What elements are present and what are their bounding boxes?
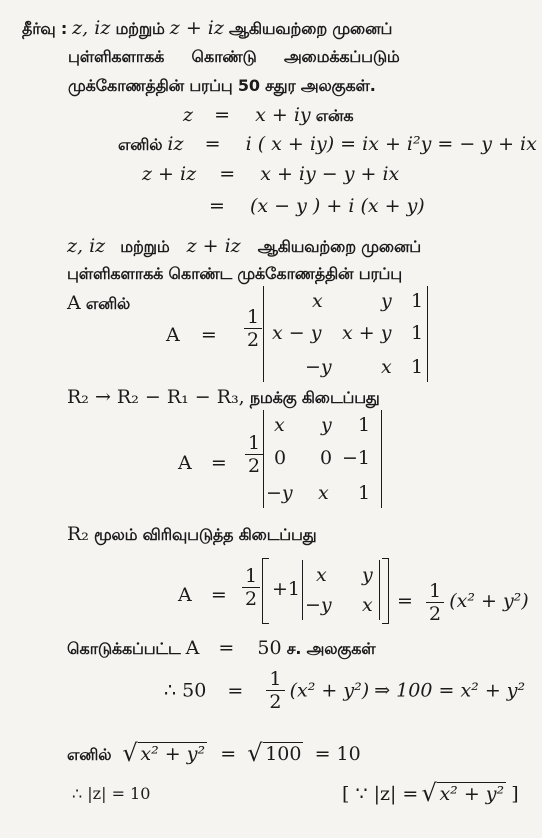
det-3-num: 1 bbox=[242, 565, 260, 588]
intro-vars: z, iz bbox=[72, 17, 111, 39]
step-3-rhs: x + iy − y + ix bbox=[260, 163, 400, 185]
intro-expr: z + iz bbox=[169, 17, 224, 39]
step-7-rad: x² + y² bbox=[439, 783, 505, 805]
det-3-result bbox=[397, 580, 529, 625]
para-2-area-var: A bbox=[67, 292, 81, 314]
intro-line-3: முக்கோணத்தின் பரப்பு 50 சதுர அலகுகள். bbox=[68, 76, 376, 95]
step-1-rhs: x + iy bbox=[255, 104, 311, 126]
det-3-a: A bbox=[178, 584, 192, 606]
step-7-sqrt bbox=[423, 782, 506, 805]
det-2-den: 2 bbox=[248, 455, 261, 477]
expand-tail: மூலம் விரிவுபடுத்த கிடைப்பது bbox=[94, 525, 317, 544]
step-3-lhs: z + iz bbox=[142, 163, 197, 185]
step-6 bbox=[67, 742, 361, 766]
para-2-line-2: புள்ளிகளாகக் கொண்ட முக்கோணத்தின் பரப்பு bbox=[67, 264, 402, 283]
para-2-line-1 bbox=[67, 235, 421, 258]
det-3-result-expr: (x² + y²) bbox=[449, 590, 529, 612]
det-2-num: 1 bbox=[245, 432, 263, 455]
step-2-lhs: iz bbox=[167, 133, 184, 155]
det-3-lhs bbox=[178, 584, 227, 606]
det-2-r3c1: −y bbox=[266, 482, 293, 504]
expand-row: R₂ bbox=[67, 523, 89, 545]
step-1-lhs: z bbox=[183, 104, 194, 126]
det-2-r1c3: 1 bbox=[358, 414, 371, 436]
step-1 bbox=[183, 104, 353, 127]
intro-tail: ஆகியவற்றை முனைப் bbox=[228, 19, 393, 38]
step-6-eq: = bbox=[220, 743, 237, 765]
det-2-lhs bbox=[178, 452, 227, 474]
det-1-lhs bbox=[166, 324, 217, 346]
det-2-r1c1: x bbox=[274, 414, 285, 436]
det-1-num: 1 bbox=[244, 306, 262, 329]
step-5 bbox=[164, 668, 525, 713]
det-1-eq: = bbox=[200, 324, 217, 346]
step-1-eq: = bbox=[214, 104, 231, 126]
intro-line-1 bbox=[22, 17, 392, 40]
given-eq: = bbox=[218, 637, 235, 659]
intro-line-2: புள்ளிகளாகக் கொண்டு அமைக்கப்படும் bbox=[68, 47, 400, 66]
row-operation bbox=[67, 386, 380, 409]
step-6-tail: = 10 bbox=[314, 743, 361, 765]
det-3-r2c1: −y bbox=[305, 594, 332, 616]
given-unit: ச. அலகுகள் bbox=[286, 639, 376, 658]
step-7-because-close: ] bbox=[511, 783, 519, 805]
para-2-vars: z, iz bbox=[67, 235, 106, 257]
step-5-rhs: (x² + y²) bbox=[289, 679, 370, 702]
det-2-eq: = bbox=[210, 452, 227, 474]
step-6-sqrt-2 bbox=[249, 742, 303, 765]
det-3-frac bbox=[242, 565, 260, 610]
det-3-eq2: = bbox=[397, 590, 413, 612]
det-1-r2c2: x + y bbox=[342, 322, 392, 344]
given-label: கொடுக்கப்பட்ட bbox=[67, 639, 181, 658]
det-3-r2c2: x bbox=[362, 594, 373, 616]
step-6-prefix: எனில் bbox=[67, 745, 112, 764]
step-7-because bbox=[342, 782, 519, 805]
step-2 bbox=[118, 133, 537, 156]
step-5-eq: = bbox=[227, 679, 244, 702]
given-line bbox=[67, 637, 375, 660]
expand-line bbox=[67, 523, 316, 546]
det-3-num2: 1 bbox=[426, 580, 444, 603]
det-1-a: A bbox=[166, 324, 180, 346]
det-1-r2c3: 1 bbox=[411, 322, 424, 344]
step-5-num: 1 bbox=[266, 668, 284, 691]
step-1-note: என்க bbox=[315, 106, 354, 125]
det-2-r2c1: 0 bbox=[274, 447, 287, 469]
step-7-lhs: ∴ |z| = 10 bbox=[72, 784, 151, 803]
det-2-r3c3: 1 bbox=[358, 482, 371, 504]
det-2-r3c2: x bbox=[318, 482, 329, 504]
step-5-den: 2 bbox=[269, 691, 282, 713]
det-2-a: A bbox=[178, 452, 192, 474]
step-4-eq: = bbox=[209, 195, 225, 217]
det-3-den2: 2 bbox=[429, 603, 442, 625]
step-5-lhs: ∴ 50 bbox=[164, 679, 207, 702]
intro-and: மற்றும் bbox=[115, 19, 165, 38]
step-4 bbox=[209, 195, 425, 217]
step-7-because-open: [ ∵ |z| = bbox=[342, 783, 419, 805]
step-6-sqrt-1 bbox=[124, 742, 207, 765]
step-5-implication: ⇒ 100 = x² + y² bbox=[374, 679, 526, 702]
solution-label: தீர்வு : bbox=[22, 19, 68, 38]
step-3 bbox=[142, 163, 399, 185]
det-3-coef: +1 bbox=[272, 578, 301, 600]
det-2-r2c3: −1 bbox=[342, 447, 371, 469]
step-6-rad-2: 100 bbox=[265, 743, 302, 765]
det-1-r1c3: 1 bbox=[411, 290, 424, 312]
para-2-if: எனில் bbox=[85, 294, 131, 313]
det-3-eq: = bbox=[210, 584, 227, 606]
para-2-expr: z + iz bbox=[186, 235, 241, 257]
para-2-line-3 bbox=[67, 292, 130, 315]
det-3-right-bracket bbox=[382, 558, 389, 624]
step-2-prefix: எனில் bbox=[118, 135, 163, 154]
det-1-r3c1: −y bbox=[305, 356, 332, 378]
det-1-r1c1: x bbox=[312, 290, 323, 312]
row-operation-expr: R₂ → R₂ − R₁ − R₃, bbox=[67, 386, 245, 408]
given-var: A bbox=[185, 637, 200, 659]
det-3-r1c1: x bbox=[316, 564, 327, 586]
det-1-r2c1: x − y bbox=[272, 322, 322, 344]
step-4-rhs: (x − y ) + i (x + y) bbox=[250, 195, 425, 217]
det-3-r1c2: y bbox=[362, 564, 373, 586]
det-2-r2c2: 0 bbox=[320, 447, 333, 469]
det-3-left-bracket bbox=[262, 558, 269, 624]
given-value: 50 bbox=[257, 637, 282, 659]
det-3-den: 2 bbox=[245, 588, 258, 610]
step-3-eq: = bbox=[219, 163, 236, 185]
row-operation-tail: நமக்கு கிடைப்பது bbox=[249, 388, 380, 407]
step-2-rhs: i ( x + iy) = ix + i²y = − y + ix bbox=[245, 133, 537, 155]
step-2-eq: = bbox=[204, 133, 221, 155]
para-2-and: மற்றும் bbox=[120, 237, 170, 256]
det-2-r1c2: y bbox=[321, 414, 332, 436]
det-1-r3c2: x bbox=[381, 356, 392, 378]
para-2-tail: ஆகியவற்றை முனைப் bbox=[257, 237, 421, 256]
det-1-r1c2: y bbox=[381, 290, 392, 312]
det-1-den: 2 bbox=[247, 329, 260, 351]
step-6-rad-1: x² + y² bbox=[140, 743, 206, 765]
det-1-r3c3: 1 bbox=[411, 356, 424, 378]
det-2-frac bbox=[245, 432, 263, 477]
det-1-frac bbox=[244, 306, 262, 351]
